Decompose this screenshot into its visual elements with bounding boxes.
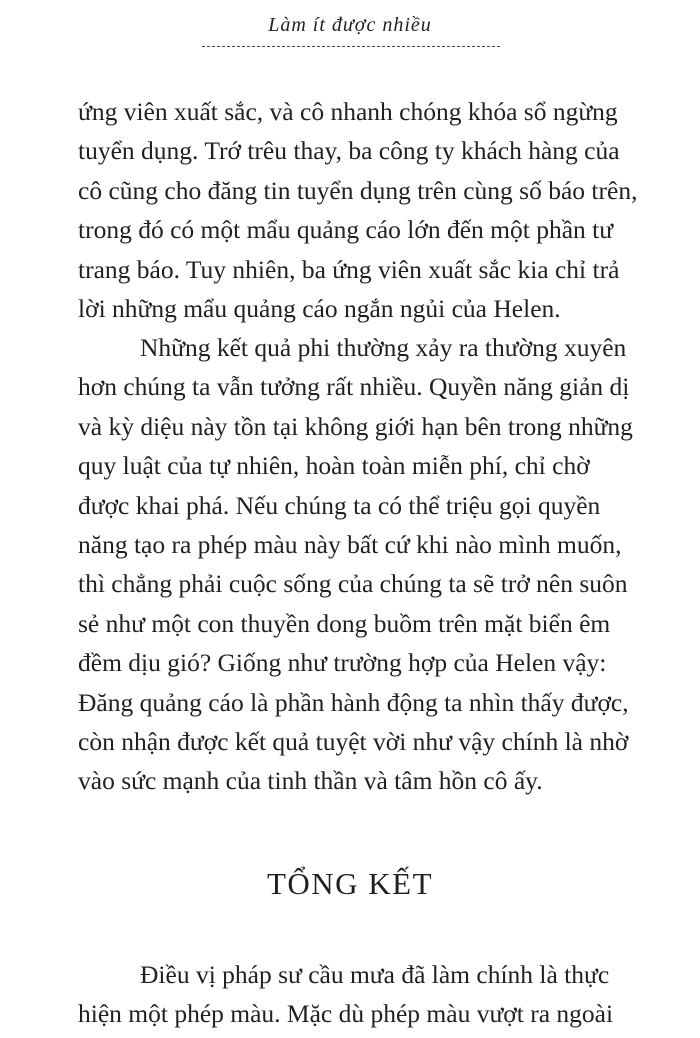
text-line: cô cũng cho đăng tin tuyển dụng trên cùng số báo trên, — [78, 175, 638, 205]
running-header: Làm ít được nhiều — [268, 14, 432, 36]
section-heading: TỔNG KẾT — [266, 866, 434, 901]
paragraph-1 — [78, 92, 638, 328]
header-dashed-rule — [202, 46, 500, 47]
text-line: lời những mẩu quảng cáo ngắn ngủi của Helen. — [78, 293, 561, 323]
text-line: còn nhận được kết quả tuyệt vời như vậy chính là nhờ — [78, 726, 629, 756]
text-line: và kỳ diệu này tồn tại không giới hạn bên trong những — [78, 411, 633, 441]
text-line: năng tạo ra phép màu này bất cứ khi nào mình muốn, — [78, 529, 622, 559]
text-line: trong đó có một mẩu quảng cáo lớn đến một phần tư — [78, 215, 614, 245]
text-line: quy luật của tự nhiên, hoàn toàn miễn phí, chỉ chờ — [78, 451, 590, 481]
text-line: ứng viên xuất sắc, và cô nhanh chóng khóa sổ ngừng — [78, 97, 618, 126]
text-line: hiện một phép màu. Mặc dù phép màu vượt ra ngoài — [78, 999, 614, 1029]
text-line: thì chẳng phải cuộc sống của chúng ta sẽ trở nên suôn — [78, 569, 628, 599]
text-line: vào sức mạnh của tinh thần và tâm hồn cô ấy. — [78, 766, 543, 796]
text-line: tuyển dụng. Trớ trêu thay, ba công ty khách hàng của — [78, 136, 620, 166]
text-line: Những kết quả phi thường xảy ra thường xuyên — [140, 333, 627, 362]
text-line: trang báo. Tuy nhiên, ba ứng viên xuất sắc kia chỉ trả — [78, 254, 620, 284]
text-line: đềm dịu gió? Giống như trường hợp của Helen vậy: — [78, 648, 607, 678]
text-line: được khai phá. Nếu chúng ta có thể triệu gọi quyền — [78, 490, 601, 520]
text-line: sẻ như một con thuyền dong buồm trên mặt biển êm — [78, 608, 611, 638]
paragraph-3 — [78, 955, 638, 1034]
text-line: Điều vị pháp sư cầu mưa đã làm chính là thực — [140, 960, 610, 989]
paragraph-2 — [78, 328, 638, 801]
text-line: hơn chúng ta vẫn tưởng rất nhiều. Quyền năng giản dị — [78, 372, 630, 402]
text-line: Đăng quảng cáo là phần hành động ta nhìn thấy được, — [78, 687, 629, 717]
